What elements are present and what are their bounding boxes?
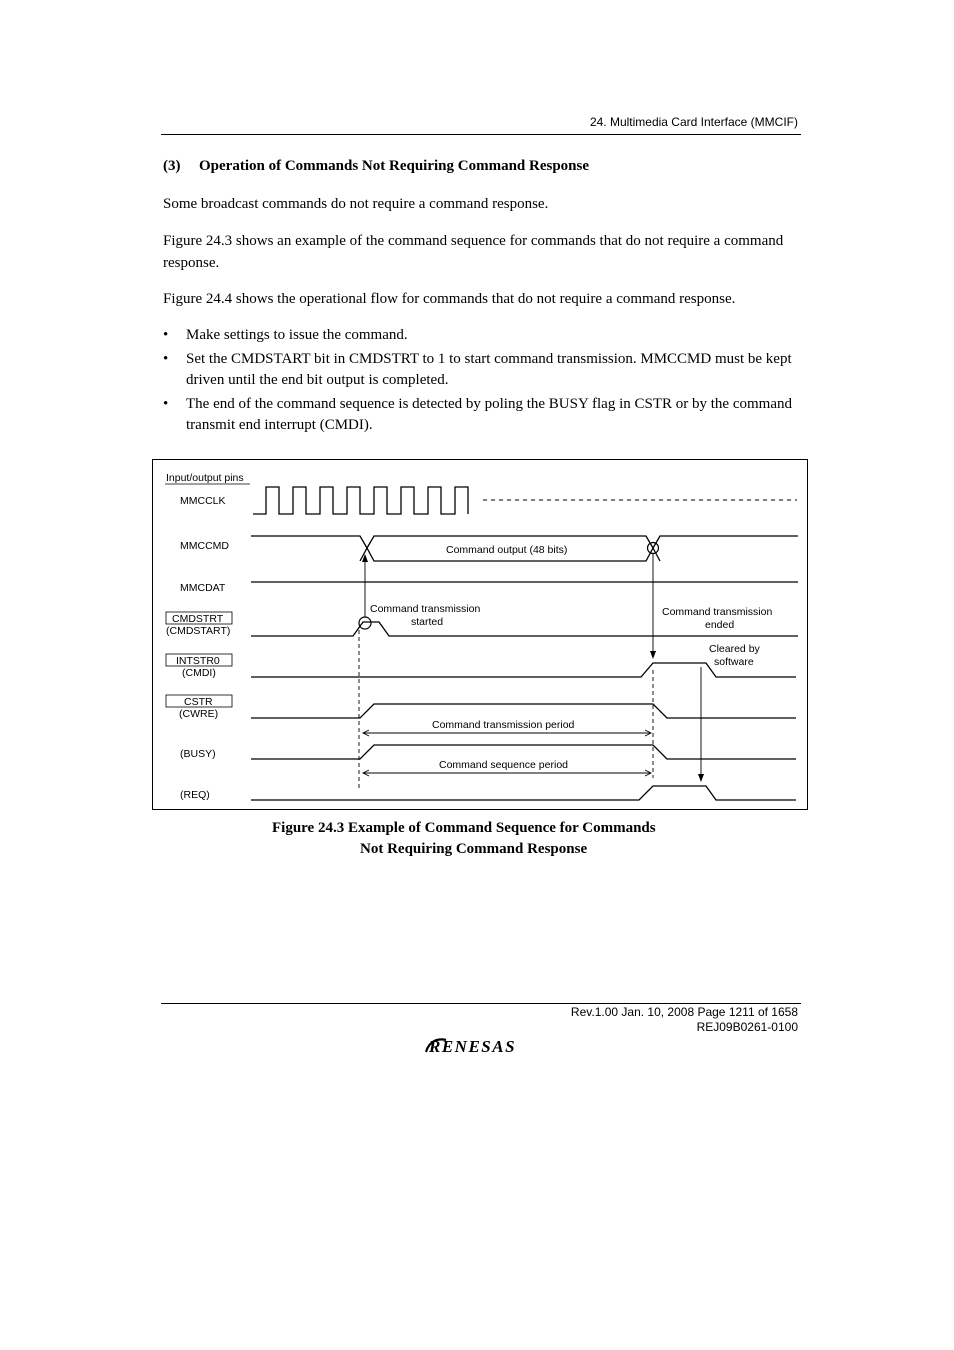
tx-start-marker	[359, 617, 371, 629]
running-head: 24. Multimedia Card Interface (MMCIF)	[589, 115, 798, 129]
header-rule	[161, 134, 801, 135]
renesas-logo	[424, 1035, 544, 1062]
busy-label: (BUSY)	[180, 748, 216, 760]
busy-waveform	[251, 745, 796, 759]
mmcclk-label: MMCCLK	[180, 495, 226, 507]
cstr-register-label: CSTR	[184, 696, 213, 708]
req-label: (REQ)	[180, 789, 210, 801]
cleared-label-line2: software	[714, 656, 754, 668]
tx-ended-label-line2: ended	[705, 619, 735, 631]
tx-started-label-line1: Command transmission	[370, 603, 481, 615]
bullet-list	[163, 325, 803, 439]
paragraph-figure-24-3-ref: Figure 24.3 shows an example of the command sequence for commands that do not require a command response.	[163, 233, 784, 271]
cwre-waveform	[251, 704, 796, 718]
bullet-symbol: •	[163, 350, 169, 367]
section-heading	[163, 158, 589, 175]
cmdstrt-register-label: CMDSTRT	[172, 613, 224, 625]
cmdstart-bit-label: (CMDSTART)	[166, 625, 231, 637]
list-item: • The end of the command sequence is detected by poling the BUSY flag in CSTR or by the command transmit end interrupt (CMDI).	[163, 395, 792, 433]
figure-caption-line2: Not Requiring Command Response	[360, 841, 588, 857]
list-item: • Make settings to issue the command.	[163, 325, 803, 347]
svg-text:RENESAS: RENESAS	[429, 1037, 517, 1056]
figure-caption-line1: Figure 24.3 Example of Command Sequence for Commands	[272, 820, 656, 836]
pins-header: Input/output pins	[166, 472, 244, 484]
mmcclk-waveform	[253, 487, 468, 514]
revision-line: Rev.1.00 Jan. 10, 2008 Page 1211 of 1658	[570, 1005, 798, 1019]
cwre-bit-label: (CWRE)	[179, 708, 219, 720]
tx-period-label: Command transmission period	[432, 719, 575, 731]
document-number: REJ09B0261-0100	[696, 1020, 798, 1034]
section-title: Operation of Commands Not Requiring Command Response	[199, 158, 590, 174]
tx-ended-label-line1: Command transmission	[662, 606, 773, 618]
cleared-label-line1: Cleared by	[709, 643, 760, 655]
timing-diagram	[152, 459, 808, 810]
mmccmd-waveform-after	[653, 536, 798, 548]
intstr0-register-label: INTSTR0	[176, 655, 220, 667]
paragraph-figure-24-4-ref: Figure 24.4 shows the operational flow for commands that do not require a command response.	[163, 291, 736, 307]
tx-started-label-line2: started	[411, 616, 444, 628]
bullet-symbol: •	[163, 327, 169, 343]
footer-rule	[161, 1003, 801, 1004]
list-item: • Set the CMDSTART bit in CMDSTRT to 1 to start command transmission. MMCCMD must be kept driven until the end bit output is completed.	[163, 350, 792, 388]
cmdi-bit-label: (CMDI)	[182, 667, 216, 679]
mmccmd-waveform-before	[251, 536, 367, 561]
cmd-output-label: Command output (48 bits)	[446, 544, 568, 556]
section-number: (3)	[163, 158, 181, 174]
bullet-symbol: •	[163, 395, 169, 412]
footer-revision	[0, 1005, 798, 1035]
req-waveform	[251, 786, 796, 800]
seq-period-label: Command sequence period	[439, 759, 568, 771]
mmccmd-label: MMCCMD	[180, 540, 229, 552]
paragraph-intro: Some broadcast commands do not require a command response.	[163, 196, 549, 212]
mmcdat-label: MMCDAT	[180, 582, 226, 594]
